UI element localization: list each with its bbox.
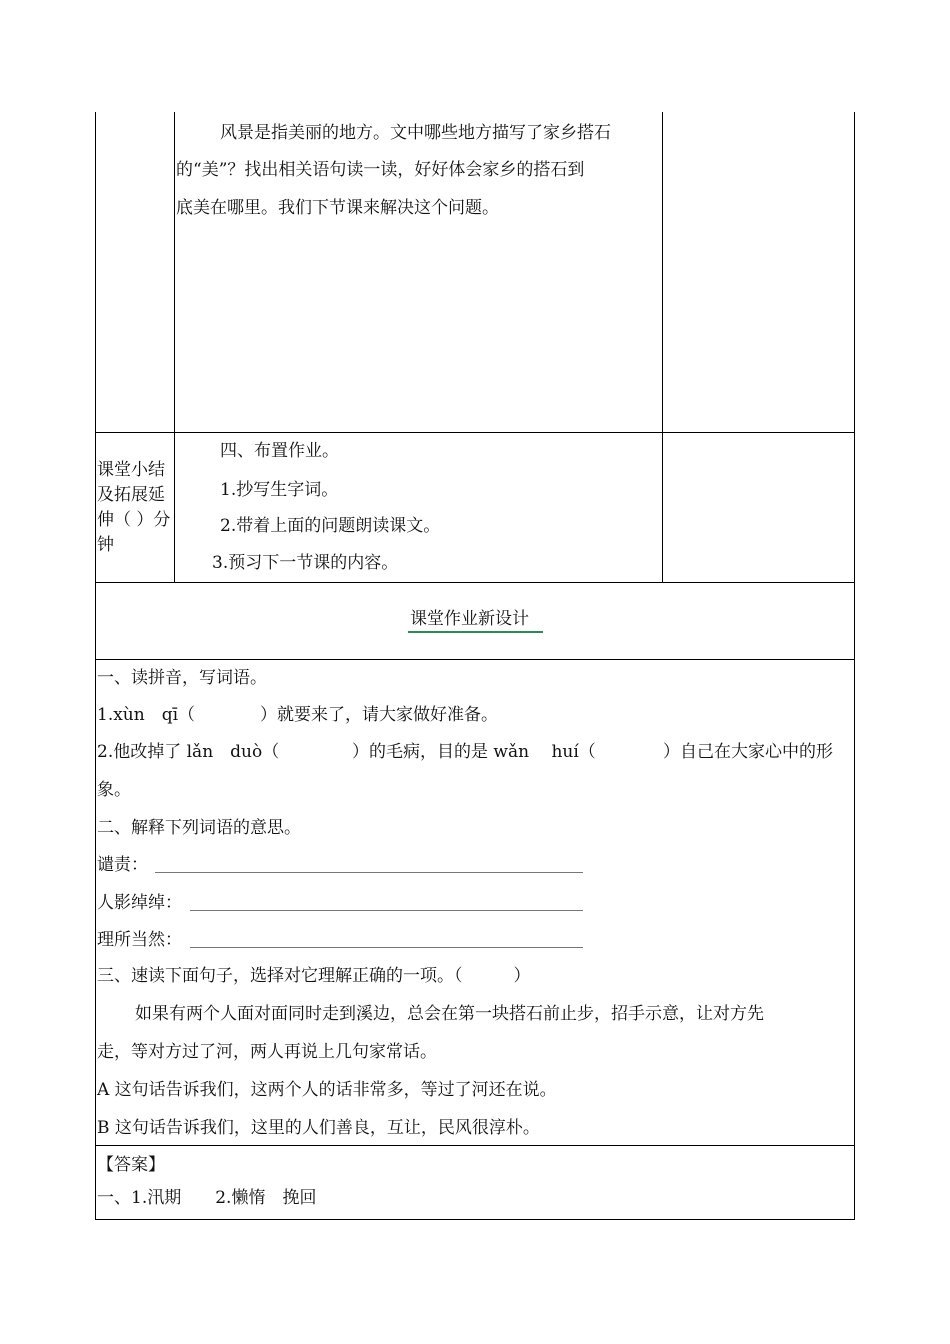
row-divider-title bbox=[95, 659, 855, 660]
homework-title: 课堂作业新设计 bbox=[410, 609, 529, 629]
q3-passage-line-1: 如果有两个人面对面同时走到溪边，总会在第一块搭石前止步，招手示意，让对方先 bbox=[135, 1004, 764, 1024]
q1-item1-suffix: ）就要来了，请大家做好准备。 bbox=[260, 705, 498, 725]
summary-item-heading: 四、布置作业。 bbox=[220, 441, 339, 461]
q1-item2-continuation: 象。 bbox=[97, 780, 131, 800]
upper-line-1: 风景是指美丽的地方。文中哪些地方描写了家乡搭石 bbox=[220, 123, 611, 143]
summary-item-1: 1.抄写生字词。 bbox=[220, 480, 339, 500]
homework-title-underline bbox=[408, 631, 543, 633]
q3-passage-line-2: 走，等对方过了河，两人再说上几句家常话。 bbox=[97, 1042, 437, 1062]
upper-line-2: 的“美”？找出相关语句读一读，好好体会家乡的搭石到 bbox=[176, 160, 585, 180]
answer-line-1: 一、1.汛期 2.懒惰 挽回 bbox=[97, 1188, 317, 1208]
q2-word-1: 谴责： bbox=[97, 855, 148, 875]
answer-heading: 【答案】 bbox=[97, 1155, 165, 1175]
q2-heading: 二、解释下列词语的意思。 bbox=[97, 818, 301, 838]
q1-item2-part-c: ）自己在大家心中的形 bbox=[663, 742, 833, 762]
q3-option-a: A 这句话告诉我们，这两个人的话非常多，等过了河还在说。 bbox=[97, 1080, 557, 1100]
q1-item2-part-a: 2.他改掉了 lǎn duò（ bbox=[97, 742, 280, 762]
q3-option-b: B 这句话告诉我们，这里的人们善良，互让，民风很淳朴。 bbox=[97, 1118, 540, 1138]
q2-answer-line-1[interactable] bbox=[155, 872, 583, 873]
summary-label-line-1: 课堂小结 bbox=[97, 460, 165, 480]
row-divider-upper bbox=[95, 432, 855, 433]
q2-answer-line-3[interactable] bbox=[190, 947, 583, 948]
summary-label-line-4: 钟 bbox=[97, 535, 114, 555]
summary-item-3: 3.预习下一节课的内容。 bbox=[212, 553, 399, 573]
upper-line-3: 底美在哪里。我们下节课来解决这个问题。 bbox=[176, 198, 499, 218]
row-divider-answer bbox=[95, 1145, 855, 1146]
table-border-right bbox=[854, 112, 855, 1220]
row-divider-summary bbox=[95, 582, 855, 583]
summary-item-2: 2.带着上面的问题朗读课文。 bbox=[220, 516, 441, 536]
table-border-bottom bbox=[95, 1219, 855, 1220]
q2-word-2: 人影绰绰： bbox=[97, 893, 182, 913]
summary-label-line-2: 及拓展延 bbox=[97, 485, 165, 505]
q3-heading: 三、速读下面句子，选择对它理解正确的一项。（ ） bbox=[97, 966, 531, 986]
summary-label-line-3: 伸（ ）分 bbox=[97, 510, 171, 530]
q2-word-3: 理所当然： bbox=[97, 930, 182, 950]
column-divider-2 bbox=[662, 112, 663, 582]
q1-item2-part-b: ）的毛病，目的是 wǎn huí（ bbox=[352, 742, 596, 762]
column-divider-1 bbox=[174, 112, 175, 582]
table-border-left bbox=[95, 112, 96, 1220]
q2-answer-line-2[interactable] bbox=[190, 910, 583, 911]
q1-heading: 一、读拼音，写词语。 bbox=[97, 668, 267, 688]
q1-item1-prefix: 1.xùn qī（ bbox=[97, 705, 196, 725]
